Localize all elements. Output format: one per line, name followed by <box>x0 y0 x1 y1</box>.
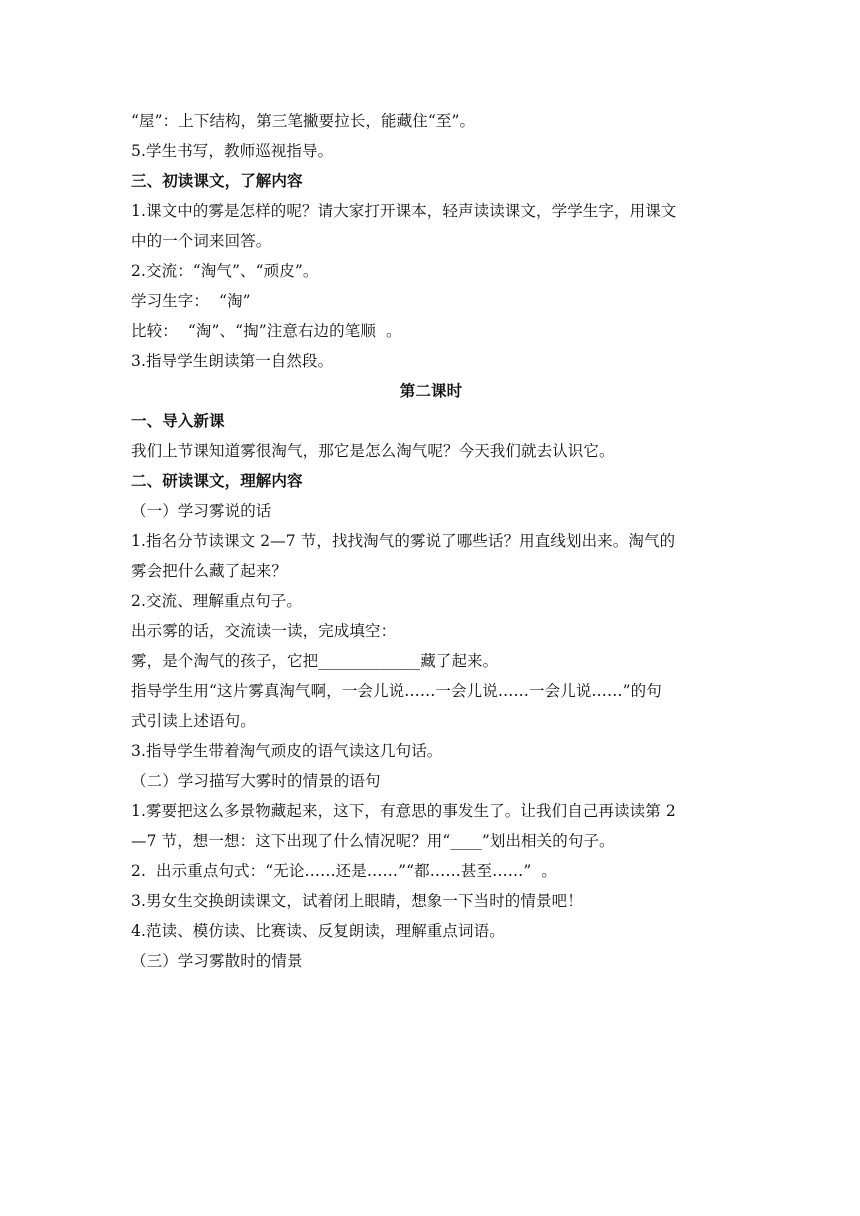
text-line: 雾会把什么藏了起来？ <box>131 562 288 580</box>
text-line: 出示雾的话，交流读一读，完成填空： <box>131 622 397 640</box>
text-line: “屋”：上下结构，第三笔撇要拉长，能藏住“至”。 <box>131 112 476 130</box>
text-line: 5.学生书写，教师巡视指导。 <box>131 142 334 160</box>
text-line: 比较： “淘”、“掏”注意右边的笔顺 。 <box>131 322 402 340</box>
document-body <box>131 106 731 976</box>
text-line: （三）学习雾散时的情景 <box>131 952 303 970</box>
text-line: 中的一个词来回答。 <box>131 232 272 250</box>
lesson-title: 第二课时 <box>399 382 463 400</box>
section-heading: 二、研读课文，理解内容 <box>131 472 303 490</box>
text-line: 3.指导学生带着淘气顽皮的语气读这几句话。 <box>131 742 443 760</box>
text-line: 1.雾要把这么多景物藏起来，这下，有意思的事发生了。让我们自己再读读第 2 <box>131 802 676 820</box>
text-line: （一）学习雾说的话 <box>131 502 272 520</box>
text-line: 指导学生用“这片雾真淘气啊，一会儿说……一会儿说……一会儿说……”的句 <box>131 682 662 700</box>
text-line: 4.范读、模仿读、比赛读、反复朗读，理解重点词语。 <box>131 922 505 940</box>
text-line: 2.交流、理解重点句子。 <box>131 592 302 610</box>
text-line: 3.男女生交换朗读课文，试着闭上眼睛，想象一下当时的情景吧！ <box>131 892 583 910</box>
text-line: 1.课文中的雾是怎样的呢？请大家打开课本，轻声读读课文，学学生字，用课文 <box>131 202 677 220</box>
section-heading: 三、初读课文，了解内容 <box>131 172 303 190</box>
fill-in-blank-sentence: 雾，是个淘气的孩子，它把_____________藏了起来。 <box>131 652 499 670</box>
text-line: 我们上节课知道雾很淘气，那它是怎么淘气呢？今天我们就去认识它。 <box>131 442 615 460</box>
text-line: 1.指名分节读课文 2—7 节，找找淘气的雾说了哪些话？用直线划出来。淘气的 <box>131 532 676 550</box>
text-line: 式引读上述语句。 <box>131 712 256 730</box>
text-line: —7 节，想一想：这下出现了什么情况呢？用“____”划出相关的句子。 <box>131 832 615 850</box>
text-line: 3.指导学生朗读第一自然段。 <box>131 352 334 370</box>
text-line: 2.交流：“淘气”、“顽皮”。 <box>131 262 319 280</box>
section-heading: 一、导入新课 <box>131 412 225 430</box>
text-line: 学习生字： “淘” <box>131 292 251 310</box>
text-line: （二）学习描写大雾时的情景的语句 <box>131 772 381 790</box>
text-line: 2. 出示重点句式：“无论……还是……”“都……甚至……” 。 <box>131 862 557 880</box>
